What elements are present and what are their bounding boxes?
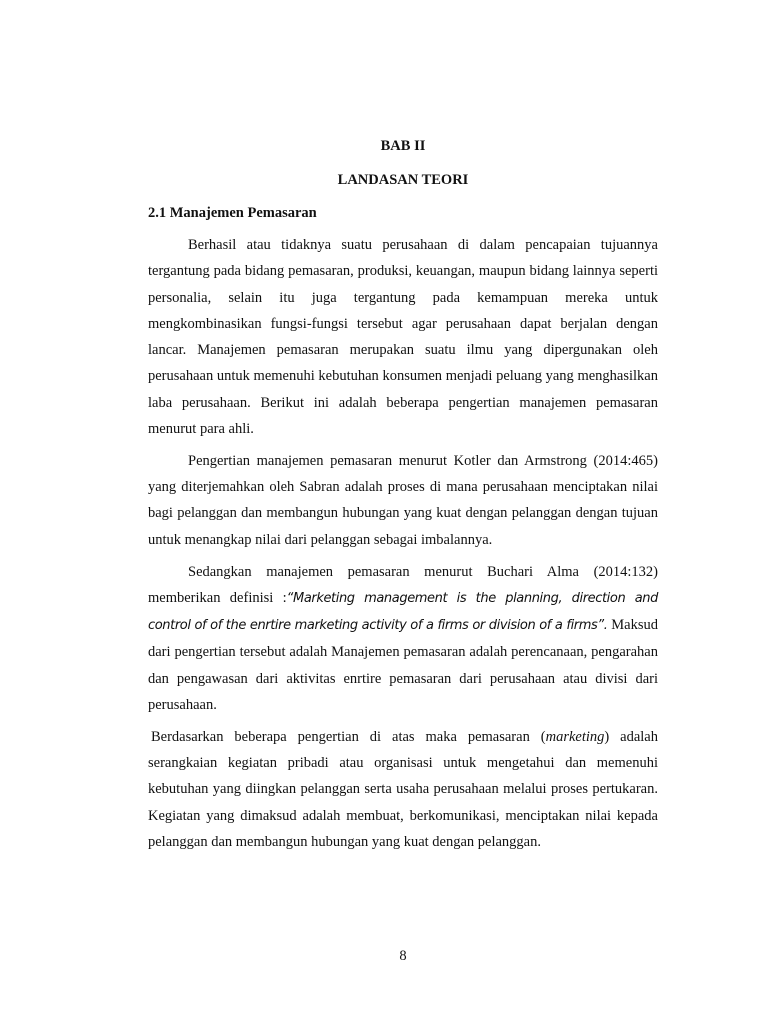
paragraph-3-intro: Sedangkan manajemen pemasaran menurut Buchari Alma (2014:132) memberikan definisi : <box>148 563 658 606</box>
body-text <box>148 232 658 861</box>
paragraph-1: Berhasil atau tidaknya suatu perusahaan di dalam pencapaian tujuannya tergantung pada bidang pemasaran, produksi, keuangan, maupun bidang lainnya seperti personalia, selain itu juga tergantung pada kemampuan mereka untuk mengkombinasikan fungsi-fungsi tersebut agar perusahaan dapat berjalan dengan lancar. Manajemen pemasaran merupakan suatu ilmu yang dipergunakan oleh perusahaan untuk memenuhi kebutuhan konsumen menjadi peluang yang menghasilkan laba perusahaan. Berikut ini adalah beberapa pengertian manajemen pemasaran menurut para ahli. <box>148 237 658 438</box>
section-heading: 2.1 Manajemen Pemasaran <box>148 205 317 221</box>
marketing-definition-quote: “Marketing management is the planning, direction and control of of the enrtire marketing activity of a firms or division of a firms”. <box>148 590 658 634</box>
paragraph-4-italic-term: marketing <box>545 728 605 745</box>
page-number: 8 <box>399 948 407 964</box>
chapter-number: BAB II <box>380 138 426 154</box>
paragraph-2: Pengertian manajemen pemasaran menurut Kotler dan Armstrong (2014:465) yang diterjemahkan oleh Sabran adalah proses di mana perusahaan menciptakan nilai bagi pelanggan dan membangun hubungan yang kuat dengan pelanggan dengan tujuan untuk menangkap nilai dari pelanggan sebagai imbalannya. <box>148 452 658 548</box>
paragraph-4-before: Berdasarkan beberapa pengertian di atas maka pemasaran ( <box>151 728 546 745</box>
paragraph-4 <box>148 724 658 855</box>
paragraph-3 <box>148 559 658 719</box>
paragraph-4-after: ) adalah serangkaian kegiatan pribadi atau organisasi untuk mengetahui dan memenuhi kebutuhan yang diingkan pelanggan serta usaha perusahaan melalui proses pertukaran. Kegiatan yang dimaksud adalah membuat, berkomunikasi, menciptakan nilai kepada pelanggan dan membangun hubungan yang kuat dengan pelanggan. <box>148 728 658 851</box>
paragraph-3-rest: Maksud dari pengertian tersebut adalah Manajemen pemasaran adalah perencanaan, pengarahan dan pengawasan dari aktivitas enrtire pemasaran dari perusahaan atau divisi dari perusahaan. <box>148 617 658 714</box>
chapter-title: LANDASAN TEORI <box>337 172 469 188</box>
